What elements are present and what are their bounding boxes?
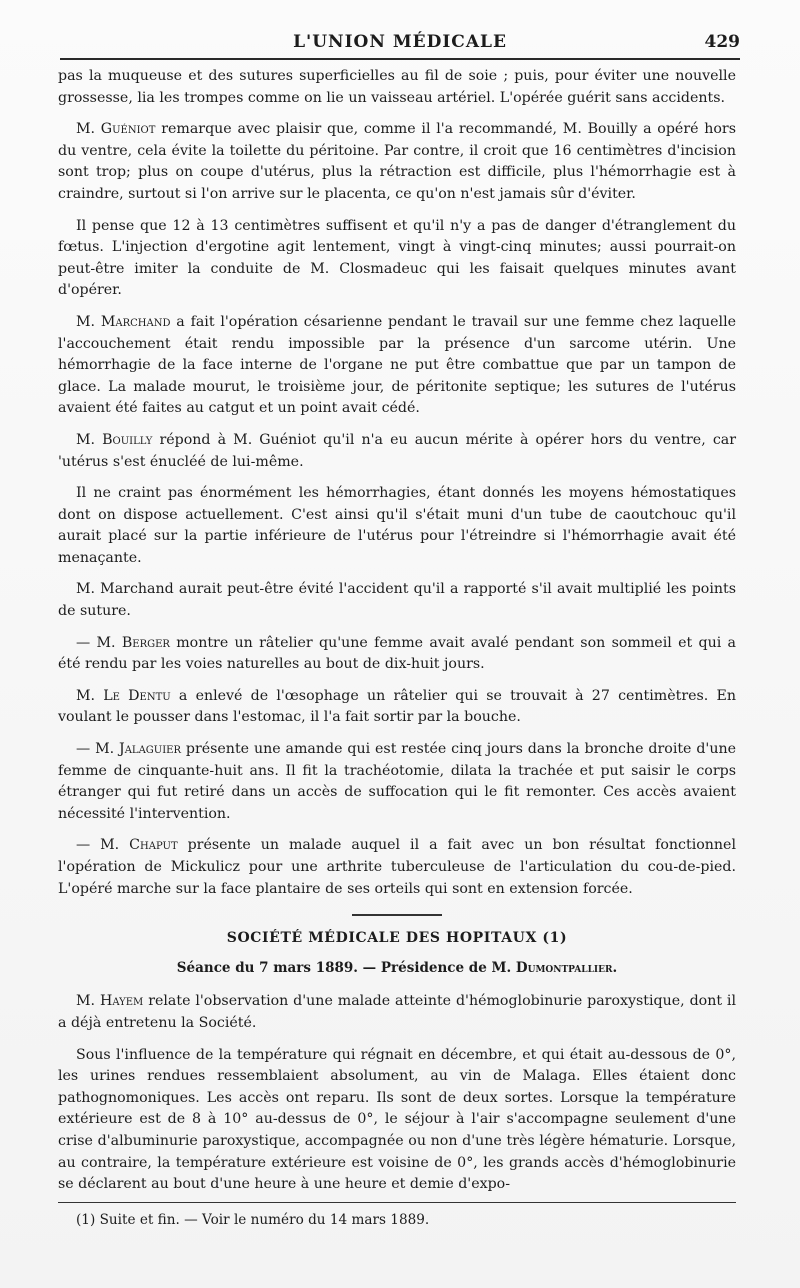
section-divider xyxy=(352,914,442,916)
speaker-name: M. Guéniot xyxy=(76,121,156,138)
paragraph: M. Hayem relate l'observation d'une malade atteinte d'hémoglobinurie paroxystique, dont il a déjà entretenu la Société. xyxy=(58,993,737,1031)
paragraph: M. Guéniot remarque avec plaisir que, comme il l'a recommandé, M. Bouilly a opéré hors du ventre, cela évite la toilette du péritoine. Par contre, il croit que 16 centimètres d'incision sont trop; plus on coupe d'utérus, plus la rétraction est difficile, plus l'hémorrhagie est à craindre, surtout si l'on arrive sur le placenta, ce qu'on n'est jamais sûr d'éviter. xyxy=(58,121,736,202)
page-number: 429 xyxy=(704,32,740,52)
journal-title: L'UNION MÉDICALE xyxy=(293,32,507,52)
paragraph: M. Marchand a fait l'opération césarienne pendant le travail sur une femme chez laquelle l'accouchement était rendu impossible par la présence d'un sarcome utérin. Une hémorrhagie de la face interne de l'organe ne put être combattue que par un tampon de glace. La malade mourut, le troisième jour, de péritonite septique; les sutures de l'utérus avaient été faites au catgut et un point avait cédé. xyxy=(58,313,737,417)
speaker-name: Chaput xyxy=(129,837,178,854)
speaker-name: Hayem xyxy=(99,993,144,1010)
speaker-name: M. Bouilly xyxy=(76,431,153,448)
paragraph: Il ne craint pas énormément les hémorrhagies, étant donnés les moyens hémostatiques dont on dispose actuellement. C'est ainsi qu'il s'était muni d'un tube de caoutchouc qu'il aurait placé sur la partie inférieure de l'utérus pour l'étreindre si l'hémorrhagie avait été menaçante. xyxy=(58,485,736,566)
footnote: (1) Suite et fin. — Voir le numéro du 14 mars 1889. xyxy=(76,1212,430,1228)
paragraph: — M. Jalaguier présente une amande qui est restée cinq jours dans la bronche droite d'une femme de cinquante-huit ans. Il fit la trachéotomie, dilata la trachée et put saisir le corps étranger qui fut retiré dans un accès de suffocation qui le fit remonter. Ces accès avaient nécessité l'intervention. xyxy=(58,741,736,822)
footnote-rule xyxy=(58,1202,736,1203)
paragraph: M. Le Dentu a enlevé de l'œsophage un râtelier qui se trouvait à 27 centimètres. En voulant le pousser dans l'estomac, il l'a fait sortir par la bouche. xyxy=(58,687,736,726)
paragraph: — M. Chaput présente un malade auquel il a fait avec un bon résultat fonctionnel l'opération de Mickulicz pour une arthrite tuberculeuse de l'articulation du cou-de-pied. L'opéré marche sur la face plantaire de ses orteils qui sont en extension forcée. xyxy=(58,837,736,897)
speaker-name: Berger xyxy=(121,634,170,651)
speaker-name: Jalaguier xyxy=(119,741,181,758)
speaker-name: Le Dentu xyxy=(103,687,171,704)
president-name: Dumontpallier. xyxy=(515,959,618,976)
paragraph: pas la muqueuse et des sutures superficielles au fil de soie ; puis, pour éviter une nouvelle grossesse, lia les trompes comme on lie un vaisseau artériel. L'opérée guérit sans accidents. xyxy=(58,68,736,106)
paragraph: M. Marchand aurait peut-être évité l'accident qu'il a rapporté s'il avait multiplié les points de suture. xyxy=(58,581,736,620)
section-title: SOCIÉTÉ MÉDICALE DES HOPITAUX (1) xyxy=(226,930,568,947)
paragraph: Sous l'influence de la température qui régnait en décembre, et qui était au-dessous de 0°, les urines rendues ressemblaient absolument, au vin de Malaga. Elles étaient donc pathognomoniques. Les accès ont reparu. Ils sont de deux sortes. Lorsque la température extérieure est de 8 à 10° au-dessus de 0°, le séjour à l'air s'accompagne seulement d'une crise d'albuminurie paroxystique, accompagnée ou non d'une très légère hématurie. Lorsque, au contraire, la température extérieure est voisine de 0°, les grands accès d'hémoglobinurie se déclarent au bout d'une heure à une heure et demie d'expo- xyxy=(58,1046,736,1193)
running-header xyxy=(60,20,740,60)
session-line: Séance du 7 mars 1889. — Présidence de M. Dumontpallier. xyxy=(176,959,618,976)
speaker-name: M. Marchand xyxy=(76,313,171,330)
paragraph: — M. Berger montre un râtelier qu'une femme avait avalé pendant son sommeil et qui a été rendu par les voies naturelles au bout de dix-huit jours. xyxy=(58,634,737,673)
body-text xyxy=(58,66,736,1206)
paragraph: M. Bouilly répond à M. Guéniot qu'il n'a eu aucun mérite à opérer hors du ventre, car 'utérus s'est énucléé de lui-même. xyxy=(58,431,737,470)
paragraph: Il pense que 12 à 13 centimètres suffisent et qu'il n'y a pas de danger d'étranglement du fœtus. L'injection d'ergotine agit lentement, vingt à vingt-cinq minutes; aussi pourrait-on peut-être imiter la conduite de M. Closmadeuc qui les faisait quelques minutes avant d'opérer. xyxy=(58,217,736,299)
